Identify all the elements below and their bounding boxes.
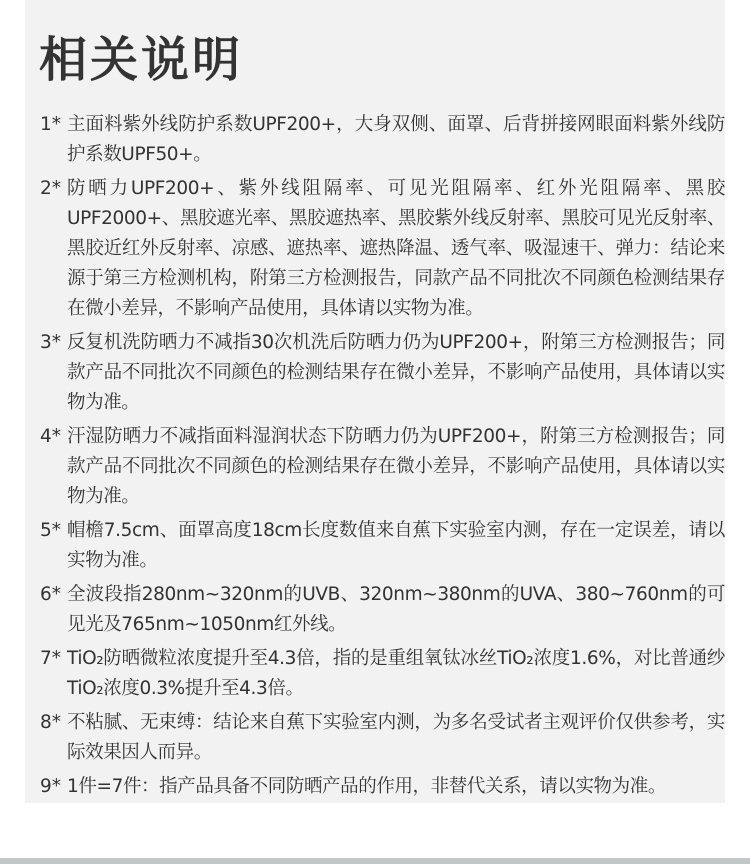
list-item [40, 328, 725, 418]
list-item [40, 708, 725, 768]
note-text: 1件=7件：指产品具备不同防晒产品的作用，非替代关系，请以实物为准。 [67, 776, 666, 797]
note-text: 帽檐7.5cm、面罩高度18cm长度数值来自蕉下实验室内测，存在一定误差，请以实物为准。 [67, 520, 725, 571]
note-number: 3* [40, 332, 62, 353]
note-text: 反复机洗防晒力不减指30次机洗后防晒力仍为UPF200+，附第三方检测报告；同款产品不同批次不同颜色的检测结果存在微小差异，不影响产品使用，具体请以实物为准。 [67, 332, 725, 413]
list-item [40, 422, 725, 512]
note-number: 4* [40, 426, 62, 447]
list-item [40, 772, 725, 802]
notes-list [40, 110, 725, 806]
list-item [40, 110, 725, 170]
note-text: 不粘腻、无束缚：结论来自蕉下实验室内测，为多名受试者主观评价仅供参考，实际效果因人而异。 [67, 712, 725, 763]
page-title: 相关说明 [39, 32, 244, 88]
note-number: 1* [40, 114, 62, 135]
note-number: 6* [40, 584, 62, 605]
list-item [40, 580, 725, 640]
note-number: 9* [40, 776, 62, 797]
note-text: TiO₂防晒微粒浓度提升至4.3倍，指的是重组氧钛冰丝TiO₂浓度1.6%，对比普通纱TiO₂浓度0.3%提升至4.3倍。 [67, 648, 725, 699]
note-text: 主面料紫外线防护系数UPF200+，大身双侧、面罩、后背拼接网眼面料紫外线防护系数UPF50+。 [67, 114, 725, 165]
note-number: 5* [40, 520, 62, 541]
bottom-divider [0, 858, 750, 864]
note-number: 8* [40, 712, 62, 733]
list-item [40, 516, 725, 576]
note-number: 2* [40, 178, 62, 199]
note-text: 全波段指280nm~320nm的UVB、320nm~380nm的UVA、380~760nm的可见光及765nm~1050nm红外线。 [67, 584, 725, 635]
note-text: 汗湿防晒力不减指面料湿润状态下防晒力仍为UPF200+，附第三方检测报告；同款产品不同批次不同颜色的检测结果存在微小差异，不影响产品使用，具体请以实物为准。 [67, 426, 725, 507]
note-text: 防晒力UPF200+、紫外线阻隔率、可见光阻隔率、红外光阻隔率、黑胶UPF2000+、黑胶遮光率、黑胶遮热率、黑胶紫外线反射率、黑胶可见光反射率、黑胶近红外反射率、凉感、遮热率、遮热降温、透气率、吸湿速干、弹力：结论来源于第三方检测机构，附第三方检测报告，同款产品不同批次不同颜色检测结果存在微小差异，不影响产品使用，具体请以实物为准。 [67, 178, 725, 319]
list-item [40, 644, 725, 704]
list-item [40, 174, 725, 324]
note-number: 7* [40, 648, 62, 669]
notes-card [25, 0, 725, 803]
